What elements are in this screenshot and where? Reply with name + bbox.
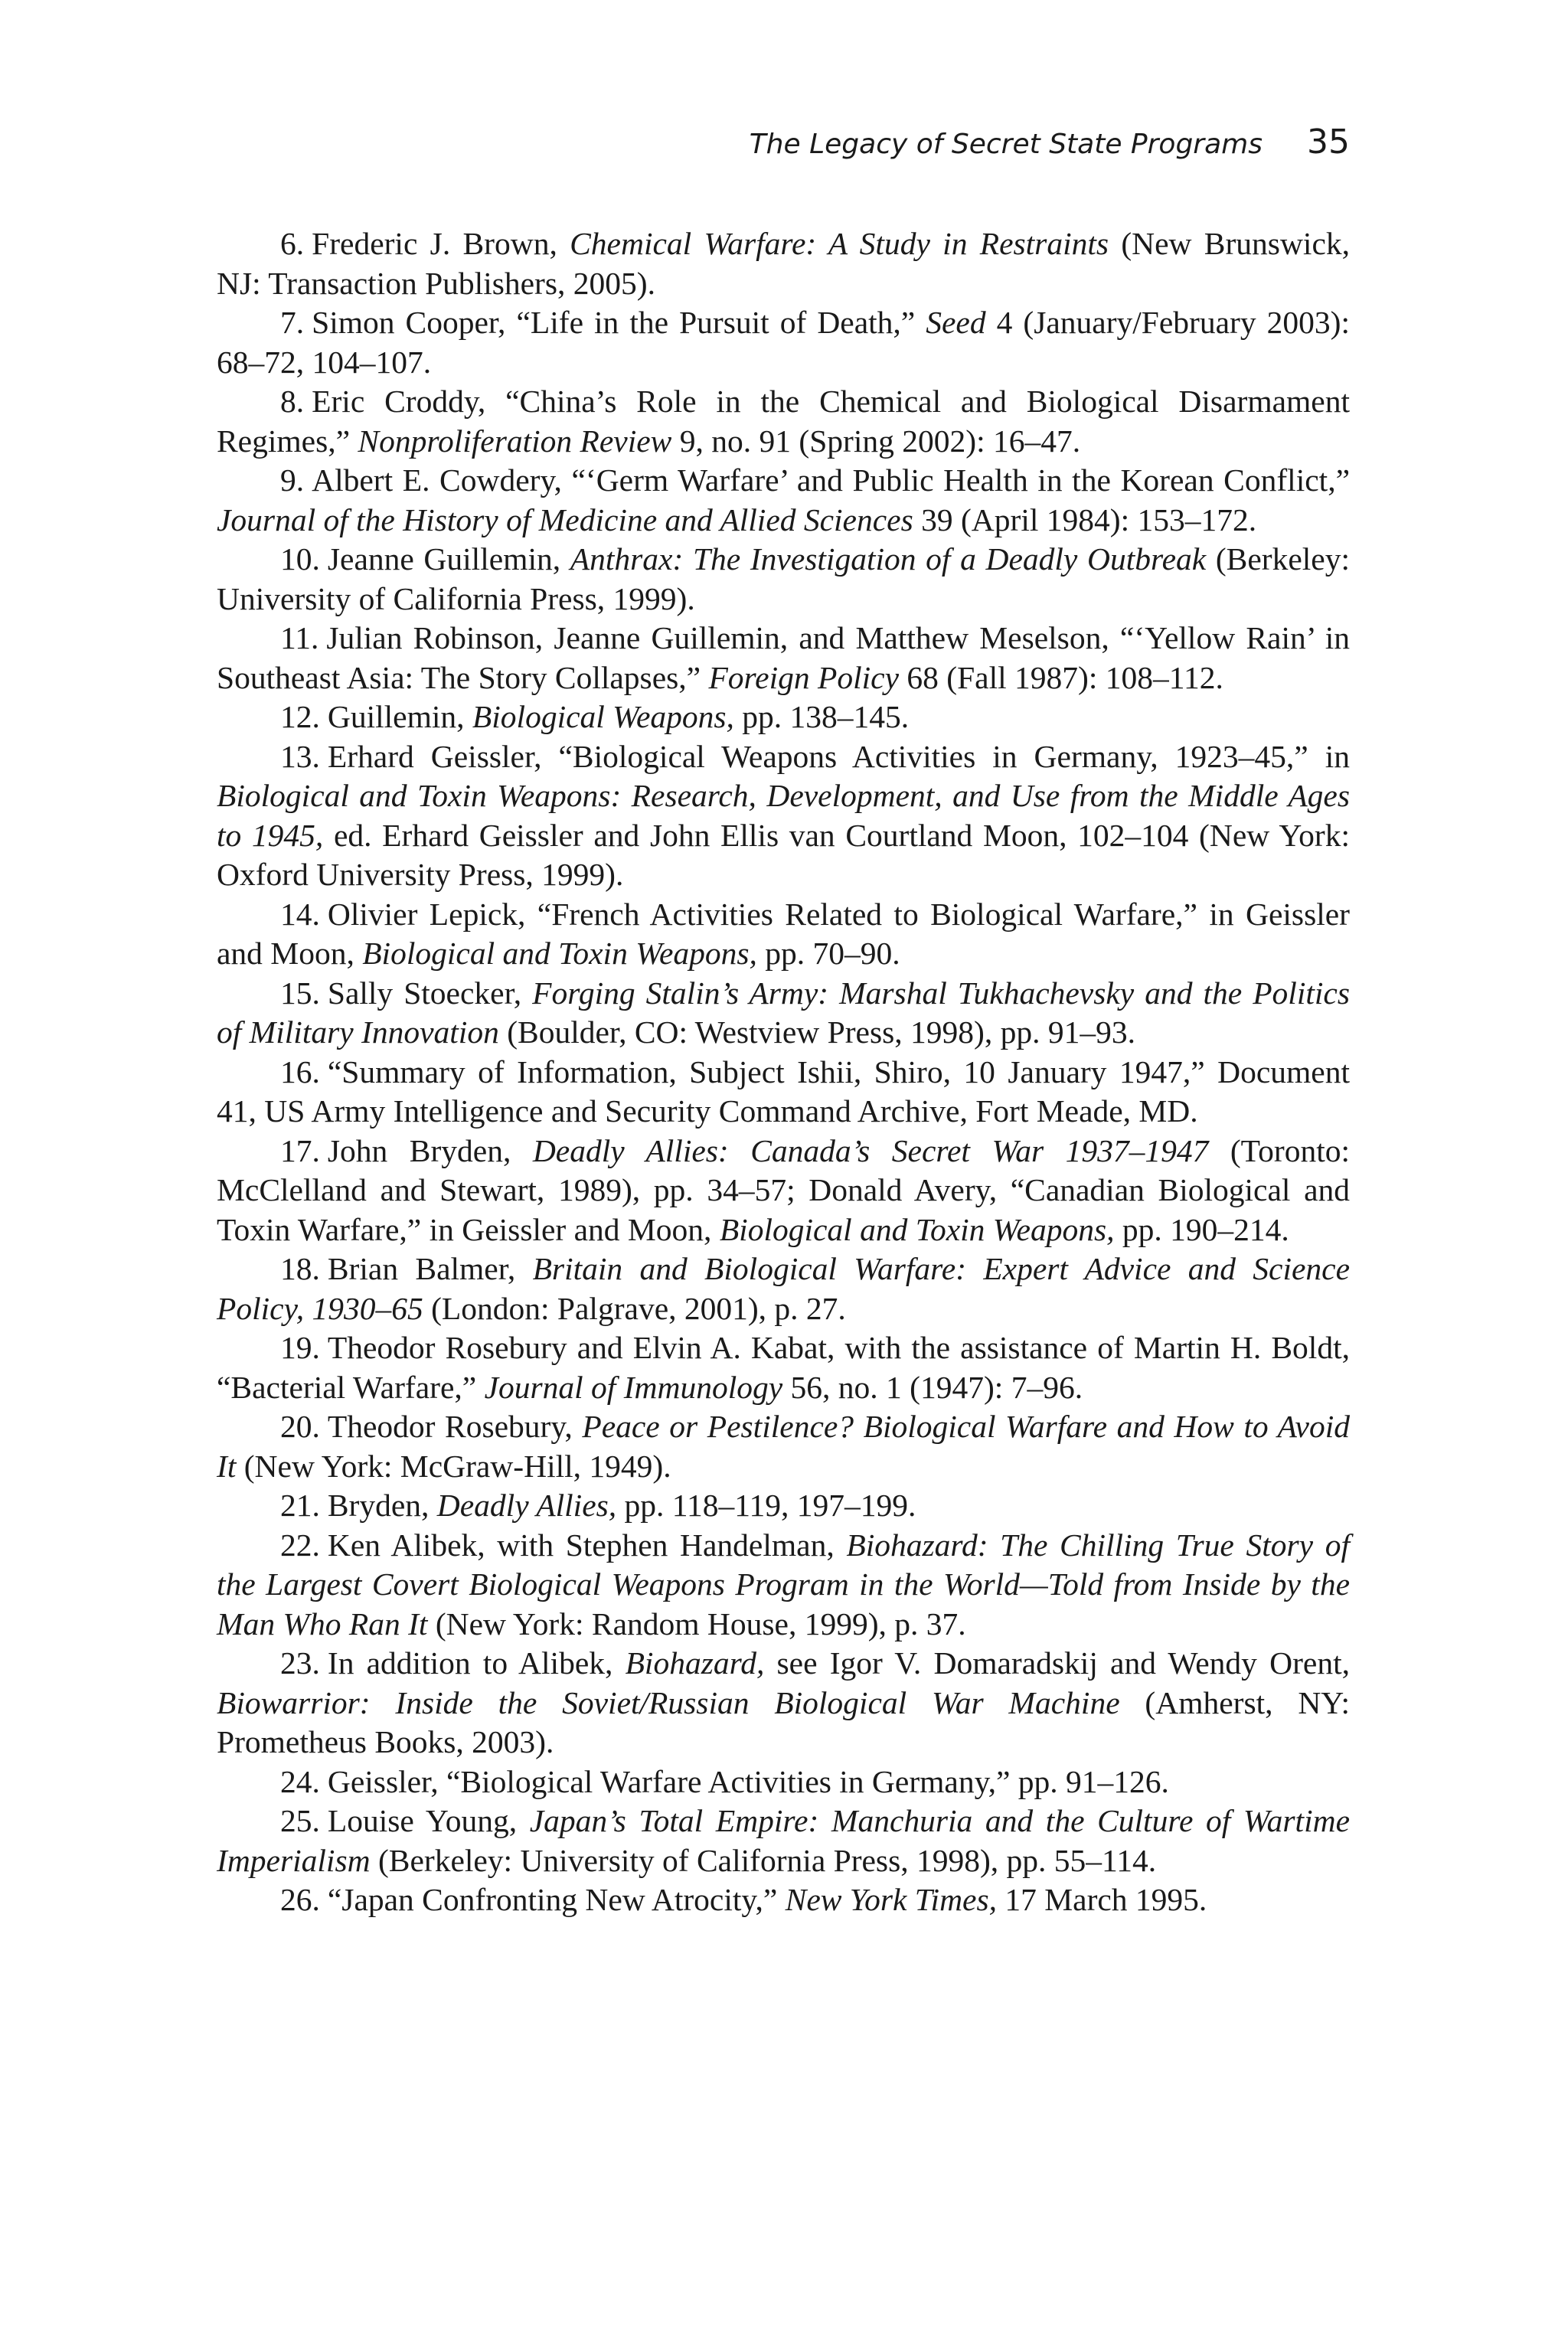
endnote [217,974,1350,1053]
endnote-text: 9, no. 91 (Spring 2002): 16–47. [671,423,1081,459]
endnote-text: John Bryden, [327,1132,533,1168]
endnote-text: Theodor Rosebury and Elvin A. Kabat, with the assistance of Martin H. Boldt, “Bacterial Warfare,” [217,1330,1350,1405]
endnote-text: 39 (April 1984): 153–172. [913,501,1257,537]
endnote-text: “Japan Confronting New Atrocity,” [327,1882,786,1917]
endnote-number: 16. [280,1054,320,1089]
endnote-text: (New York: Random House, 1999), p. 37. [427,1606,966,1642]
endnote-number: 12. [280,699,320,734]
endnote-text: pp. 70–90. [756,936,900,971]
endnote-text: Theodor Rosebury, [327,1409,583,1444]
endnote-number: 17. [280,1132,320,1168]
endnote-title-italic: Biological and Toxin Weapons, [719,1211,1115,1247]
endnote [217,1802,1350,1880]
endnote [217,1407,1350,1486]
endnote-text: (New York: McGraw-Hill, 1949). [236,1448,671,1484]
endnote-text: ed. Erhard Geissler and John Ellis van Courtland Moon, 102–104 (New York: Oxford University Press, 1999). [217,817,1350,892]
endnote-number: 20. [280,1409,320,1444]
endnote-text: pp. 190–214. [1114,1211,1289,1247]
endnote [217,1132,1350,1250]
endnote-title-italic: Biowarrior: Inside the Soviet/Russian Biological War Machine [217,1684,1120,1720]
endnote-text: 68 (Fall 1987): 108–112. [899,659,1223,695]
endnote-title-italic: Japan’s Total Empire: Manchuria and the Culture of Wartime Imperialism [217,1803,1350,1878]
endnote-text: Ken Alibek, with Stephen Handelman, [327,1527,847,1563]
endnote-text: Jeanne Guillemin, [327,541,570,577]
endnote-title-italic: Seed [926,305,986,340]
endnote [217,1250,1350,1328]
endnote-text: Bryden, [327,1488,437,1523]
endnote-text: see Igor V. Domaradskij and Wendy Orent, [764,1645,1350,1681]
endnote-title-italic: Forging Stalin’s Army: Marshal Tukhachevsky and the Politics of Military Innovation [217,975,1350,1050]
endnote-text: (Berkeley: University of California Press, 1999). [217,541,1350,616]
endnote-number: 26. [280,1882,320,1917]
endnote-text: Olivier Lepick, “French Activities Related to Biological Warfare,” in Geissler and Moon, [217,896,1350,971]
endnote-text: 56, no. 1 (1947): 7–96. [782,1369,1083,1405]
endnote [217,619,1350,697]
endnote-title-italic: Biohazard, [625,1645,765,1681]
endnote-text: Eric Croddy, “China’s Role in the Chemical and Biological Disarmament Regimes,” [217,384,1350,459]
endnote-number: 21. [280,1488,320,1523]
endnote-text: Brian Balmer, [327,1251,533,1286]
endnote-text: Geissler, “Biological Warfare Activities in Germany,” pp. 91–126. [327,1763,1169,1799]
endnote-title-italic: Britain and Biological Warfare: Expert Advice and Science Policy, 1930–65 [217,1251,1350,1326]
endnote [217,697,1350,737]
endnote-text: pp. 118–119, 197–199. [616,1488,916,1523]
endnote-title-italic: Biological Weapons, [472,699,734,734]
page-number: 35 [1307,122,1350,162]
endnote-text: pp. 138–145. [733,699,910,734]
endnote-number: 9. [280,462,305,498]
endnote-title-italic: Peace or Pestilence? Biological Warfare and How to Avoid It [217,1409,1350,1484]
endnote [217,540,1350,619]
endnote-number: 23. [280,1645,320,1681]
endnote-number: 10. [280,541,320,577]
endnote [217,1526,1350,1645]
endnote-title-italic: Nonproliferation Review [358,423,672,459]
endnote-number: 11. [280,620,319,655]
endnote-text: (Boulder, CO: Westview Press, 1998), pp. 91–93. [498,1014,1135,1050]
endnote-text: Erhard Geissler, “Biological Weapons Activities in Germany, 1923–45,” in [327,738,1350,774]
endnote-text: (New Brunswick, NJ: Transaction Publishers, 2005). [217,226,1350,301]
endnote [217,382,1350,461]
endnote [217,1486,1350,1526]
endnote-text: Albert E. Cowdery, “‘Germ Warfare’ and Public Health in the Korean Conflict,” [312,462,1350,498]
endnote-title-italic: Biohazard: The Chilling True Story of the Largest Covert Biological Weapons Program in the World—Told from Inside by the Man Who Ran It [217,1527,1350,1642]
endnote-text: Sally Stoecker, [327,975,533,1011]
endnote [217,1880,1350,1920]
endnote-text: (Amherst, NY: Prometheus Books, 2003). [217,1684,1350,1759]
endnote-number: 15. [280,975,320,1011]
endnote-text: Simon Cooper, “Life in the Pursuit of Death,” [312,305,926,340]
endnote-text: 4 (January/February 2003): 68–72, 104–107. [217,305,1350,380]
endnote [217,461,1350,540]
endnote-text: Louise Young, [327,1803,530,1838]
endnote-text: In addition to Alibek, [327,1645,626,1681]
endnote-number: 18. [280,1251,320,1286]
endnote-text: “Summary of Information, Subject Ishii, Shiro, 10 January 1947,” Document 41, US Army Intelligence and Security Command Archive, Fort Meade, MD. [217,1054,1350,1129]
endnote-title-italic: Deadly Allies, [436,1488,617,1523]
endnote-text: (London: Palgrave, 2001), p. 27. [423,1290,846,1326]
endnote [217,303,1350,382]
endnote-number: 25. [280,1803,320,1838]
endnote-number: 7. [280,305,305,340]
endnote-title-italic: Foreign Policy [708,659,899,695]
endnote-title-italic: Journal of the History of Medicine and Allied Sciences [217,501,913,537]
endnote-text: Frederic J. Brown, [312,226,570,261]
running-title: The Legacy of Secret State Programs [749,129,1263,160]
endnote [217,1053,1350,1132]
running-head [217,122,1350,168]
endnote-text: Guillemin, [327,699,472,734]
endnote [217,1328,1350,1407]
endnote-title-italic: Anthrax: The Investigation of a Deadly Outbreak [570,541,1207,577]
endnotes-list [217,224,1350,1920]
endnote-text: Julian Robinson, Jeanne Guillemin, and Matthew Meselson, “‘Yellow Rain’ in Southeast Asia: The Story Collapses,” [217,620,1350,695]
endnote-title-italic: Journal of Immunology [484,1369,783,1405]
endnote-number: 19. [280,1330,320,1365]
endnote-text: (Berkeley: University of California Press, 1998), pp. 55–114. [370,1842,1157,1878]
endnote-number: 13. [280,738,320,774]
endnote-number: 22. [280,1527,320,1563]
endnote-title-italic: Chemical Warfare: A Study in Restraints [570,226,1109,261]
endnote-text: 17 March 1995. [997,1882,1207,1917]
endnote [217,737,1350,895]
endnote-title-italic: New York Times, [785,1882,997,1917]
endnote-text: (Toronto: McClelland and Stewart, 1989), pp. 34–57; Donald Avery, “Canadian Biological and Toxin Warfare,” in Geissler and Moon, [217,1132,1351,1247]
endnote [217,1644,1350,1762]
endnote-title-italic: Biological and Toxin Weapons: Research, Development, and Use from the Middle Ages to 1945, [217,778,1350,853]
endnote-number: 24. [280,1763,320,1799]
endnote-title-italic: Biological and Toxin Weapons, [362,936,757,971]
endnote [217,1762,1350,1802]
endnote-number: 6. [280,226,305,261]
endnote-title-italic: Deadly Allies: Canada’s Secret War 1937–1947 [532,1132,1209,1168]
endnote-number: 8. [280,384,305,419]
endnote [217,224,1350,303]
endnote-number: 14. [280,896,320,932]
endnote [217,895,1350,974]
